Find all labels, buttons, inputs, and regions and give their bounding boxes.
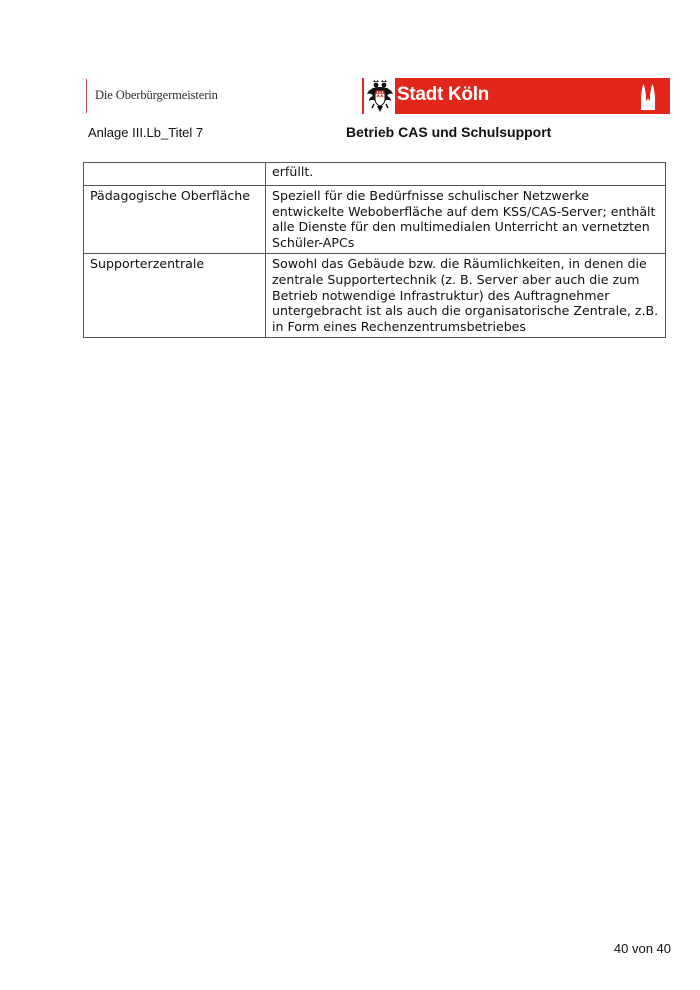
city-logo-banner (395, 78, 670, 114)
table-cell-term (84, 163, 266, 186)
city-logo (362, 78, 670, 114)
city-name: Stadt Köln (397, 84, 489, 105)
table-cell-term: Supporterzentrale (84, 254, 266, 338)
attachment-reference: Anlage III.Lb_Titel 7 (88, 125, 204, 140)
office-header (86, 79, 218, 113)
table-row (84, 163, 666, 186)
table-cell-definition: erfüllt. (266, 163, 666, 186)
table-cell-term: Pädagogische Oberfläche (84, 186, 266, 254)
table-cell-definition: Sowohl das Gebäude bzw. die Räumlichkeiten, in denen die zentrale Supportertechnik (z. B. Server aber auch die zum Betrieb notwendige Infrastruktur) des Auftragnehmer untergebracht ist als auch die organisatorische Zentrale, z.B. in Form eines Rechenzentrumsbetriebes (266, 254, 666, 338)
table-row (84, 186, 666, 254)
office-name: Die Oberbürgermeisterin (95, 88, 218, 102)
cologne-eagle-crest-icon (366, 79, 394, 113)
table-row (84, 254, 666, 338)
crest-box (362, 78, 395, 114)
page-number: 40 von 40 (613, 941, 671, 956)
table-cell-definition: Speziell für die Bedürfnisse schulischer Netzwerke entwickelte Weboberfläche auf dem KSS/CAS-Server; enthält alle Dienste für den multimedialen Unterricht an vernetzten Schüler-APCs (266, 186, 666, 254)
document-title: Betrieb CAS und Schulsupport (346, 124, 552, 140)
cologne-cathedral-icon (640, 84, 656, 110)
glossary-table (83, 162, 666, 338)
